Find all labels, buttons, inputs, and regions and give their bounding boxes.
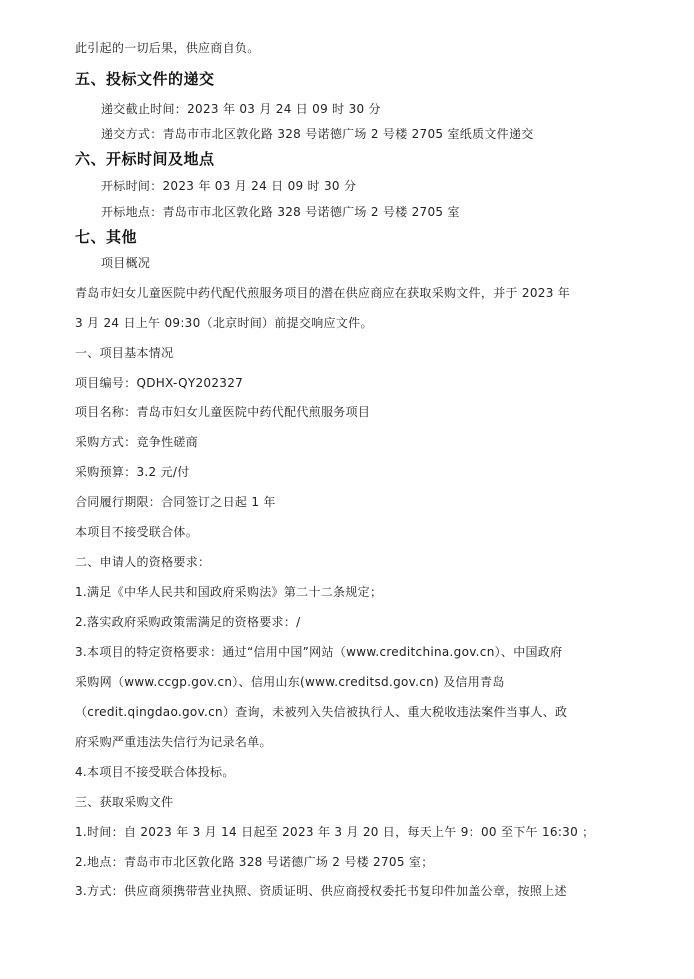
text-line-overview-2: 3 月 24 日上午 09:30（北京时间）前提交响应文件。 <box>75 316 373 330</box>
text-line-opening-place: 开标地点：青岛市市北区敦化路 328 号诺德广场 2 号楼 2705 室 <box>101 205 460 219</box>
text-line-budget: 采购预算：3.2 元/付 <box>75 465 190 479</box>
text-line-project-name: 项目名称：青岛市妇女儿童医院中药代配代煎服务项目 <box>75 405 371 419</box>
text-line-contract-period: 合同履行期限：合同签订之日起 1 年 <box>75 495 276 509</box>
text-line-qual-3a: 3.本项目的特定资格要求：通过“信用中国”网站（www.creditchina.gov.cn）、中国政府 <box>75 645 563 659</box>
section-title-qualifications: 二、申请人的资格要求： <box>75 555 211 569</box>
heading-opening-time-place: 六、开标时间及地点 <box>75 150 215 168</box>
text-line-project-overview: 项目概况 <box>101 256 151 270</box>
text-line-obtain-place: 2.地点：青岛市市北区敦化路 328 号诺德广场 2 号楼 2705 室； <box>75 855 434 869</box>
text-line-project-number: 项目编号：QDHX-QY202327 <box>75 376 244 390</box>
text-line-opening-time: 开标时间：2023 年 03 月 24 日 09 时 30 分 <box>101 179 357 193</box>
text-line-consequence: 此引起的一切后果，供应商自负。 <box>75 41 260 55</box>
text-line-qual-3b: 采购网（www.ccgp.gov.cn）、信用山东(www.creditsd.gov.cn) 及信用青岛 <box>75 675 505 689</box>
text-line-qual-2: 2.落实政府采购政策需满足的资格要求：/ <box>75 615 301 629</box>
text-line-procurement-method: 采购方式：竞争性磋商 <box>75 435 199 449</box>
text-line-obtain-method: 3.方式：供应商须携带营业执照、资质证明、供应商授权委托书复印件加盖公章，按照上述 <box>75 884 567 898</box>
text-line-overview-1: 青岛市妇女儿童医院中药代配代煎服务项目的潜在供应商应在获取采购文件，并于 2023 年 <box>75 286 571 300</box>
text-line-submission-method: 递交方式：青岛市市北区敦化路 328 号诺德广场 2 号楼 2705 室纸质文件递交 <box>101 127 534 141</box>
heading-other: 七、其他 <box>75 228 138 246</box>
text-line-obtain-time: 1.时间：自 2023 年 3 月 14 日起至 2023 年 3 月 20 日，每天上午 9：00 至下午 16:30 ； <box>75 825 595 839</box>
text-line-qual-1: 1.满足《中华人民共和国政府采购法》第二十二条规定； <box>75 585 383 599</box>
text-line-submission-deadline: 递交截止时间：2023 年 03 月 24 日 09 时 30 分 <box>101 102 381 116</box>
text-line-qual-3d: 府采购严重违法失信行为记录名单。 <box>75 735 272 749</box>
section-title-basic-info: 一、项目基本情况 <box>75 346 174 360</box>
text-line-no-consortium: 本项目不接受联合体。 <box>75 525 199 539</box>
heading-bid-submission: 五、投标文件的递交 <box>75 70 215 88</box>
section-title-obtain-documents: 三、获取采购文件 <box>75 795 174 809</box>
text-line-qual-3c: （credit.qingdao.gov.cn）查询，未被列入失信被执行人、重大税收违法案件当事人、政 <box>75 705 568 719</box>
text-line-qual-4: 4.本项目不接受联合体投标。 <box>75 765 235 779</box>
